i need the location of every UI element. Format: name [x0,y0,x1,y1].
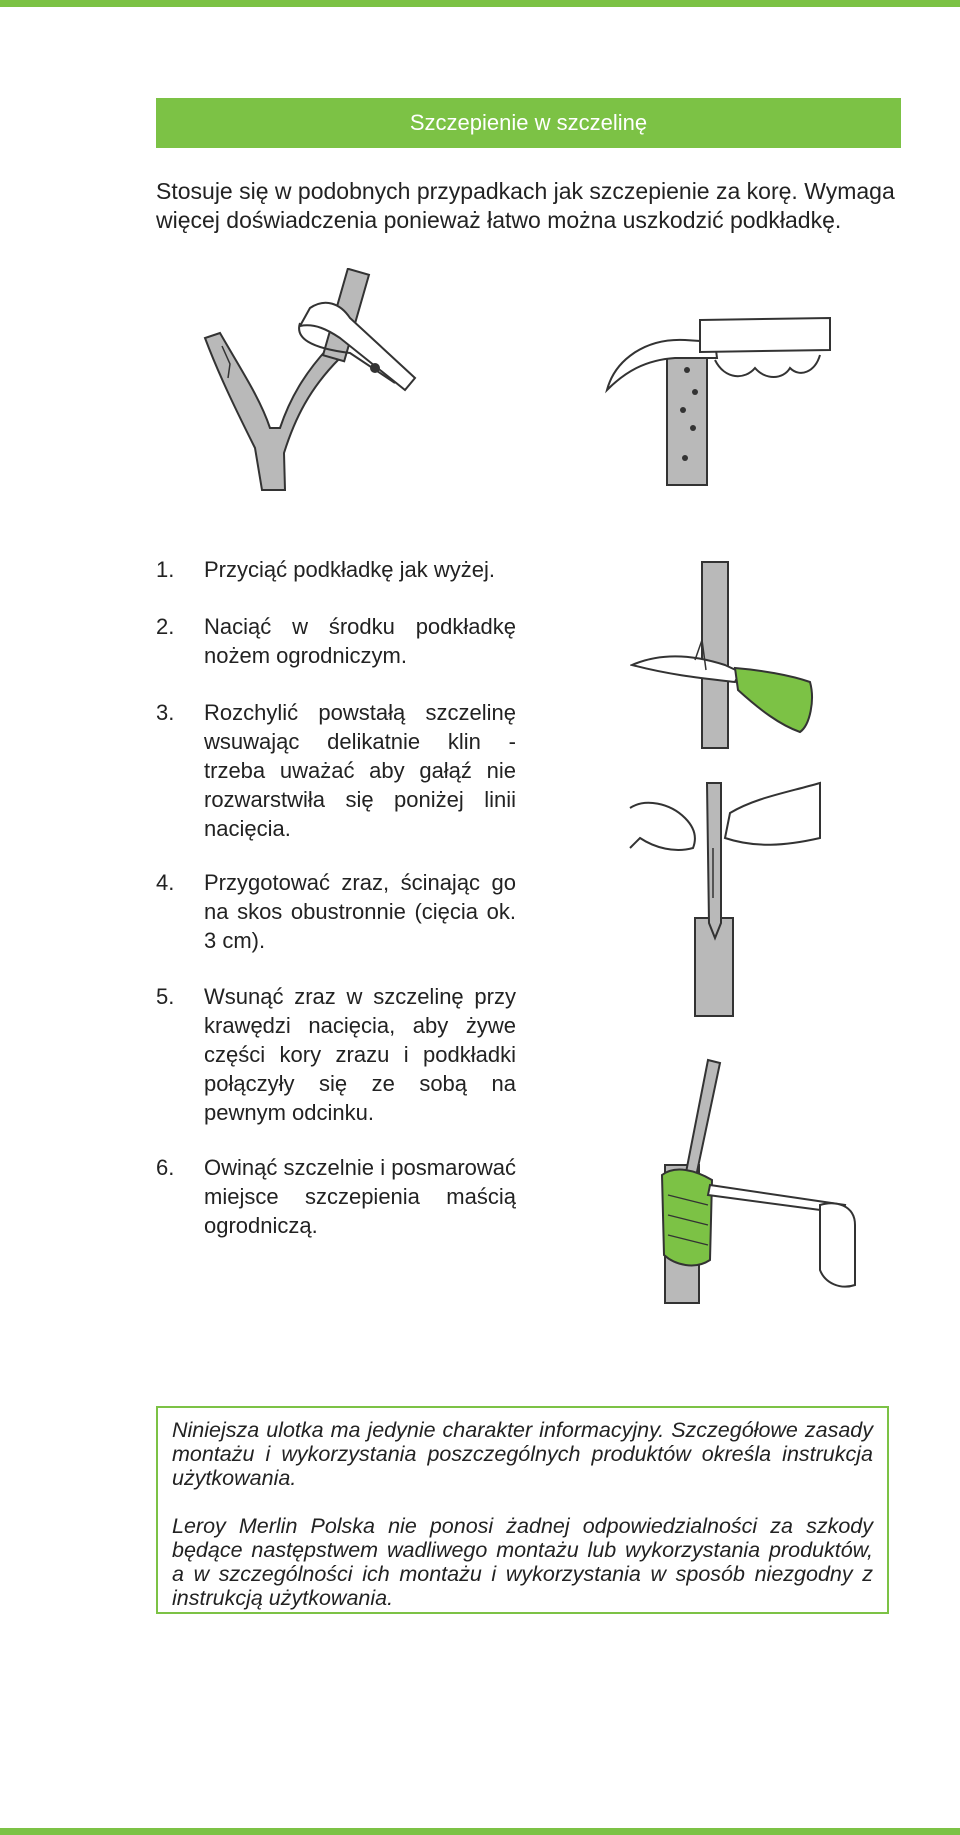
graft-wrap-illustration [660,1055,860,1305]
intro-paragraph: Stosuje się w podobnych przypadkach jak szczepienie za korę. Wymaga więcej doświadczenia ponieważ łatwo można uszkodzić podkładkę. [156,178,895,233]
pruning-shears-illustration [200,268,430,498]
section-header [156,98,901,148]
knife-stub-illustration [605,310,835,490]
step-number: 4. [156,870,175,895]
step-item [156,612,516,670]
step-number: 5. [156,984,175,1009]
step-item [156,698,516,843]
step-text: Owinąć szczelnie i posmarować miejsce szczepienia maścią ogrodniczą. [204,1155,516,1238]
step-number: 3. [156,700,175,725]
step-text: Wsunąć zraz w szczelinę przy krawędzi nacięcia, aby żywe części kory zrazu i podkładki połączyły się ze sobą na pewnym odcinku. [204,984,516,1125]
top-accent-bar [0,0,960,7]
step-number: 1. [156,557,175,582]
bottom-accent-bar [0,1828,960,1835]
step-item [156,982,516,1127]
disclaimer-paragraph: Niniejsza ulotka ma jedynie charakter informacyjny. Szczegółowe zasady montażu i wykorzystania poszczególnych produktów określa instrukcja użytkowania. [172,1418,873,1490]
step-item [156,555,516,584]
scion-insert-illustration [625,778,825,1018]
step-text: Naciąć w środku podkładkę nożem ogrodniczym. [204,614,516,668]
disclaimer-box [156,1406,889,1614]
knife-split-illustration [630,560,820,750]
step-number: 6. [156,1155,175,1180]
step-item [156,1153,516,1240]
step-item [156,868,516,955]
step-number: 2. [156,614,175,639]
liability-paragraph: Leroy Merlin Polska nie ponosi żadnej odpowiedzialności za szkody będące następstwem wadliwego montażu lub wykorzystania produktów, a w szczególności ich montażu i wykorzystania w sposób niezgodny z instrukcją użytkowania. [172,1514,873,1610]
step-text: Przyciąć podkładkę jak wyżej. [204,557,496,582]
section-title: Szczepienie w szczelinę [409,110,648,135]
step-text: Przygotować zraz, ścinając go na skos obustronnie (cięcia ok. 3 cm). [204,870,516,953]
step-text: Rozchylić powstałą szczelinę wsuwając delikatnie klin - trzeba uważać aby gałąź nie rozwarstwiła się poniżej linii nacięcia. [204,700,516,841]
